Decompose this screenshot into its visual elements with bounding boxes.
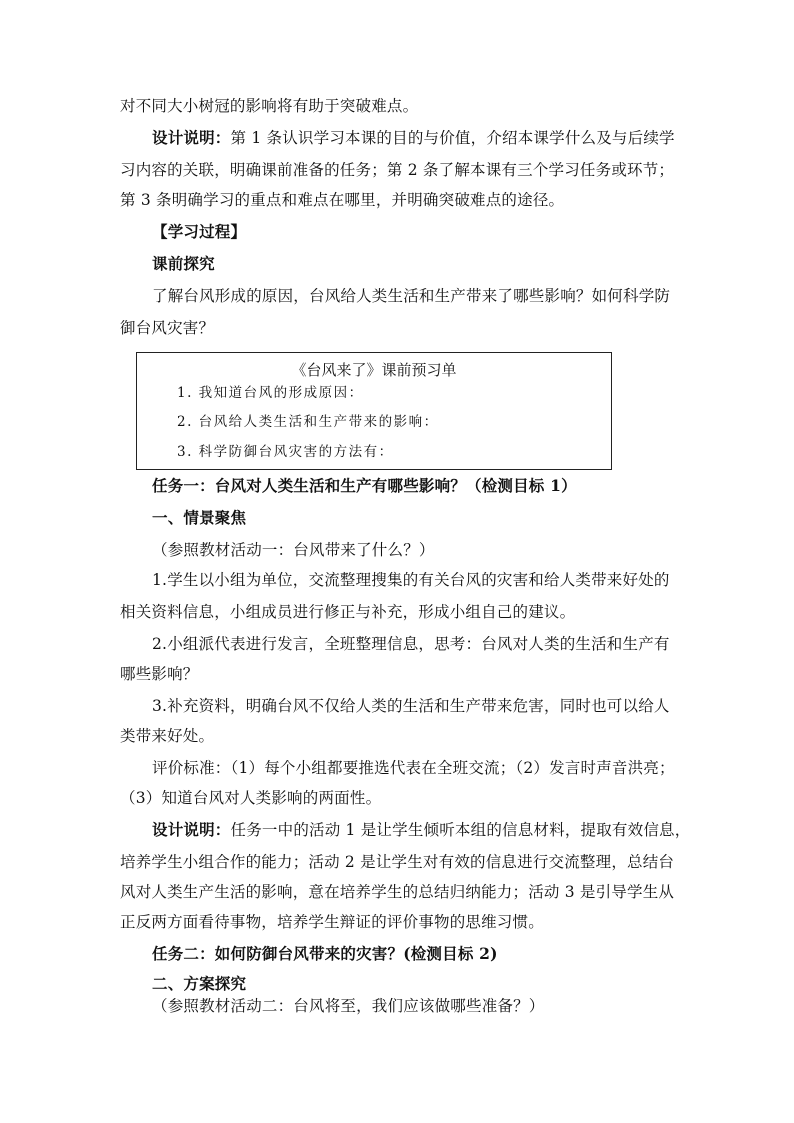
section-heading: 【学习过程】 bbox=[152, 222, 247, 241]
paragraph-line: 类带来好处。 bbox=[120, 727, 215, 745]
design-note-label: 设计说明： bbox=[152, 128, 231, 147]
paragraph-line: 第 3 条明确学习的重点和难点在哪里，并明确突破难点的途径。 bbox=[120, 191, 565, 209]
paragraph-line: 哪些影响？ bbox=[120, 665, 199, 683]
paragraph-line: 习内容的关联，明确课前准备的任务；第 2 条了解本课有三个学习任务或环节； bbox=[120, 161, 675, 179]
task-heading: 任务一：台风对人类生活和生产有哪些影响？（检测目标 1） bbox=[152, 476, 577, 495]
paragraph-line: 相关资料信息，小组成员进行修正与补充，形成小组自己的建议。 bbox=[120, 603, 576, 621]
paragraph-line: 2.小组派代表进行发言，全班整理信息，思考：台风对人类的生活和生产有 bbox=[152, 635, 670, 653]
paragraph-line: 正反两方面看待事物，培养学生辩证的评价事物的思维习惯。 bbox=[120, 913, 544, 931]
paragraph-line bbox=[152, 820, 712, 840]
paragraph-line: 3.补充资料，明确台风不仅给人类的生活和生产带来危害，同时也可以给人 bbox=[152, 697, 670, 715]
subsection-heading: 课前探究 bbox=[152, 254, 215, 273]
preview-sheet-box bbox=[136, 352, 612, 470]
paragraph-line: （3）知道台风对人类影响的两面性。 bbox=[120, 789, 382, 807]
design-note-label: 设计说明： bbox=[152, 820, 231, 839]
paragraph-line bbox=[152, 128, 712, 148]
paragraph-line: 对不同大小树冠的影响将有助于突破难点。 bbox=[120, 97, 419, 115]
paragraph-line: 御台风灾害？ bbox=[120, 319, 215, 337]
preview-item: 2. 台风给人类生活和生产带来的影响： bbox=[177, 414, 439, 430]
paragraph-line: 了解台风形成的原因，台风给人类生活和生产带来了哪些影响？如何科学防 bbox=[152, 287, 671, 305]
paragraph-line: 风对人类生产生活的影响，意在培养学生的总结归纳能力；活动 3 是引导学生从 bbox=[120, 883, 675, 901]
subsection-heading: 二、方案探究 bbox=[152, 974, 247, 993]
paragraph-line: （参照教材活动一：台风带来了什么？） bbox=[152, 541, 435, 559]
paragraph-line: （参照教材活动二：台风将至，我们应该做哪些准备？） bbox=[152, 997, 545, 1015]
preview-item: 1. 我知道台风的形成原因： bbox=[177, 385, 364, 401]
design-note-text: 第 1 条认识学习本课的目的与价值，介绍本课学什么及与后续学 bbox=[230, 129, 675, 147]
task-heading: 任务二：如何防御台风带来的灾害？(检测目标 2) bbox=[152, 944, 498, 963]
design-note-text: 任务一中的活动 1 是让学生倾听本组的信息材料，提取有效信息， bbox=[230, 821, 691, 839]
preview-item: 3. 科学防御台风灾害的方法有： bbox=[177, 444, 394, 460]
subsection-heading: 一、情景聚焦 bbox=[152, 508, 247, 527]
paragraph-line: 培养学生小组合作的能力；活动 2 是让学生对有效的信息进行交流整理，总结台 bbox=[120, 853, 675, 871]
paragraph-line: 评价标准：（1）每个小组都要推选代表在全班交流；（2）发言时声音洪亮； bbox=[152, 759, 675, 777]
preview-sheet-title: 《台风来了》课前预习单 bbox=[291, 361, 457, 379]
paragraph-line: 1.学生以小组为单位，交流整理搜集的有关台风的灾害和给人类带来好处的 bbox=[152, 571, 670, 589]
